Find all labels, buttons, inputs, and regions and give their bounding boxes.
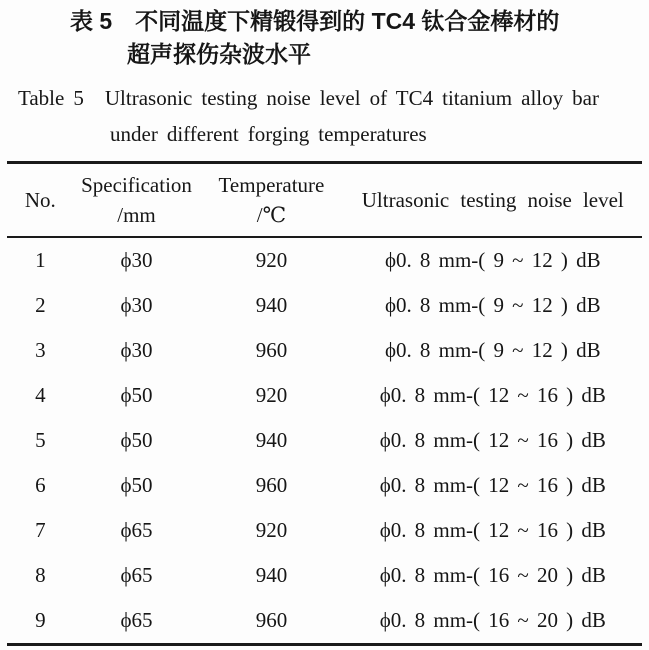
column-header-specification-unit: /mm — [117, 203, 156, 227]
cell-no: 2 — [35, 293, 46, 317]
table-row — [7, 508, 642, 553]
cell-no: 3 — [35, 338, 46, 362]
cell-specification: ϕ50 — [120, 428, 153, 452]
cell-specification: ϕ65 — [120, 563, 153, 587]
cell-noise-level: ϕ0. 8 mm-( 12 ~ 16 ) dB — [379, 383, 606, 407]
table-row — [7, 418, 642, 463]
table-row — [7, 283, 642, 328]
table-row — [7, 373, 642, 418]
cell-temperature: 940 — [255, 428, 288, 452]
cell-specification: ϕ50 — [120, 473, 153, 497]
table-row — [7, 328, 642, 373]
cell-specification: ϕ65 — [120, 518, 153, 542]
table-row — [7, 598, 642, 645]
cell-noise-level: ϕ0. 8 mm-( 9 ~ 12 ) dB — [384, 248, 601, 272]
column-header-noise-level-label: Ultrasonic testing noise level — [361, 188, 624, 212]
cell-temperature: 940 — [255, 293, 288, 317]
cell-no: 6 — [35, 473, 46, 497]
column-header-temperature — [199, 163, 343, 238]
table-header — [7, 163, 642, 238]
table-body — [7, 237, 642, 645]
column-header-noise-level — [344, 163, 642, 238]
table-caption-zh-line2: 超声探伤杂波水平 — [127, 41, 311, 67]
cell-noise-level: ϕ0. 8 mm-( 12 ~ 16 ) dB — [379, 473, 606, 497]
column-header-no-label: No. — [24, 188, 56, 212]
cell-noise-level: ϕ0. 8 mm-( 16 ~ 20 ) dB — [379, 563, 606, 587]
cell-specification: ϕ30 — [120, 293, 153, 317]
table-row — [7, 463, 642, 508]
cell-no: 8 — [35, 563, 46, 587]
cell-no: 7 — [35, 518, 46, 542]
table-row — [7, 237, 642, 283]
table-caption-zh-line1: 表 5 不同温度下精锻得到的 TC4 钛合金棒材的 — [70, 8, 560, 34]
cell-specification: ϕ50 — [120, 383, 153, 407]
cell-noise-level: ϕ0. 8 mm-( 16 ~ 20 ) dB — [379, 608, 606, 632]
cell-temperature: 920 — [255, 383, 288, 407]
cell-noise-level: ϕ0. 8 mm-( 12 ~ 16 ) dB — [379, 518, 606, 542]
cell-specification: ϕ30 — [120, 248, 153, 272]
cell-specification: ϕ65 — [120, 608, 153, 632]
cell-temperature: 960 — [255, 473, 288, 497]
cell-temperature: 920 — [255, 248, 288, 272]
cell-temperature: 960 — [255, 338, 288, 362]
cell-noise-level: ϕ0. 8 mm-( 9 ~ 12 ) dB — [384, 338, 601, 362]
cell-no: 1 — [35, 248, 46, 272]
cell-temperature: 960 — [255, 608, 288, 632]
cell-no: 4 — [35, 383, 46, 407]
header-row — [7, 163, 642, 238]
table-row — [7, 553, 642, 598]
column-header-temperature-label: Temperature — [218, 173, 325, 197]
cell-temperature: 940 — [255, 563, 288, 587]
cell-no: 5 — [35, 428, 46, 452]
cell-noise-level: ϕ0. 8 mm-( 9 ~ 12 ) dB — [384, 293, 601, 317]
cell-noise-level: ϕ0. 8 mm-( 12 ~ 16 ) dB — [379, 428, 606, 452]
table-caption-en-line1: Table 5 Ultrasonic testing noise level of TC4 titanium alloy bar — [18, 86, 599, 110]
column-header-specification-label: Specification — [81, 173, 192, 197]
column-header-temperature-unit: /℃ — [256, 203, 287, 227]
data-table — [7, 161, 642, 646]
cell-no: 9 — [35, 608, 46, 632]
cell-temperature: 920 — [255, 518, 288, 542]
column-header-specification — [74, 163, 200, 238]
table-caption-en-line2: under different forging temperatures — [110, 122, 427, 146]
column-header-no — [7, 163, 74, 238]
cell-specification: ϕ30 — [120, 338, 153, 362]
